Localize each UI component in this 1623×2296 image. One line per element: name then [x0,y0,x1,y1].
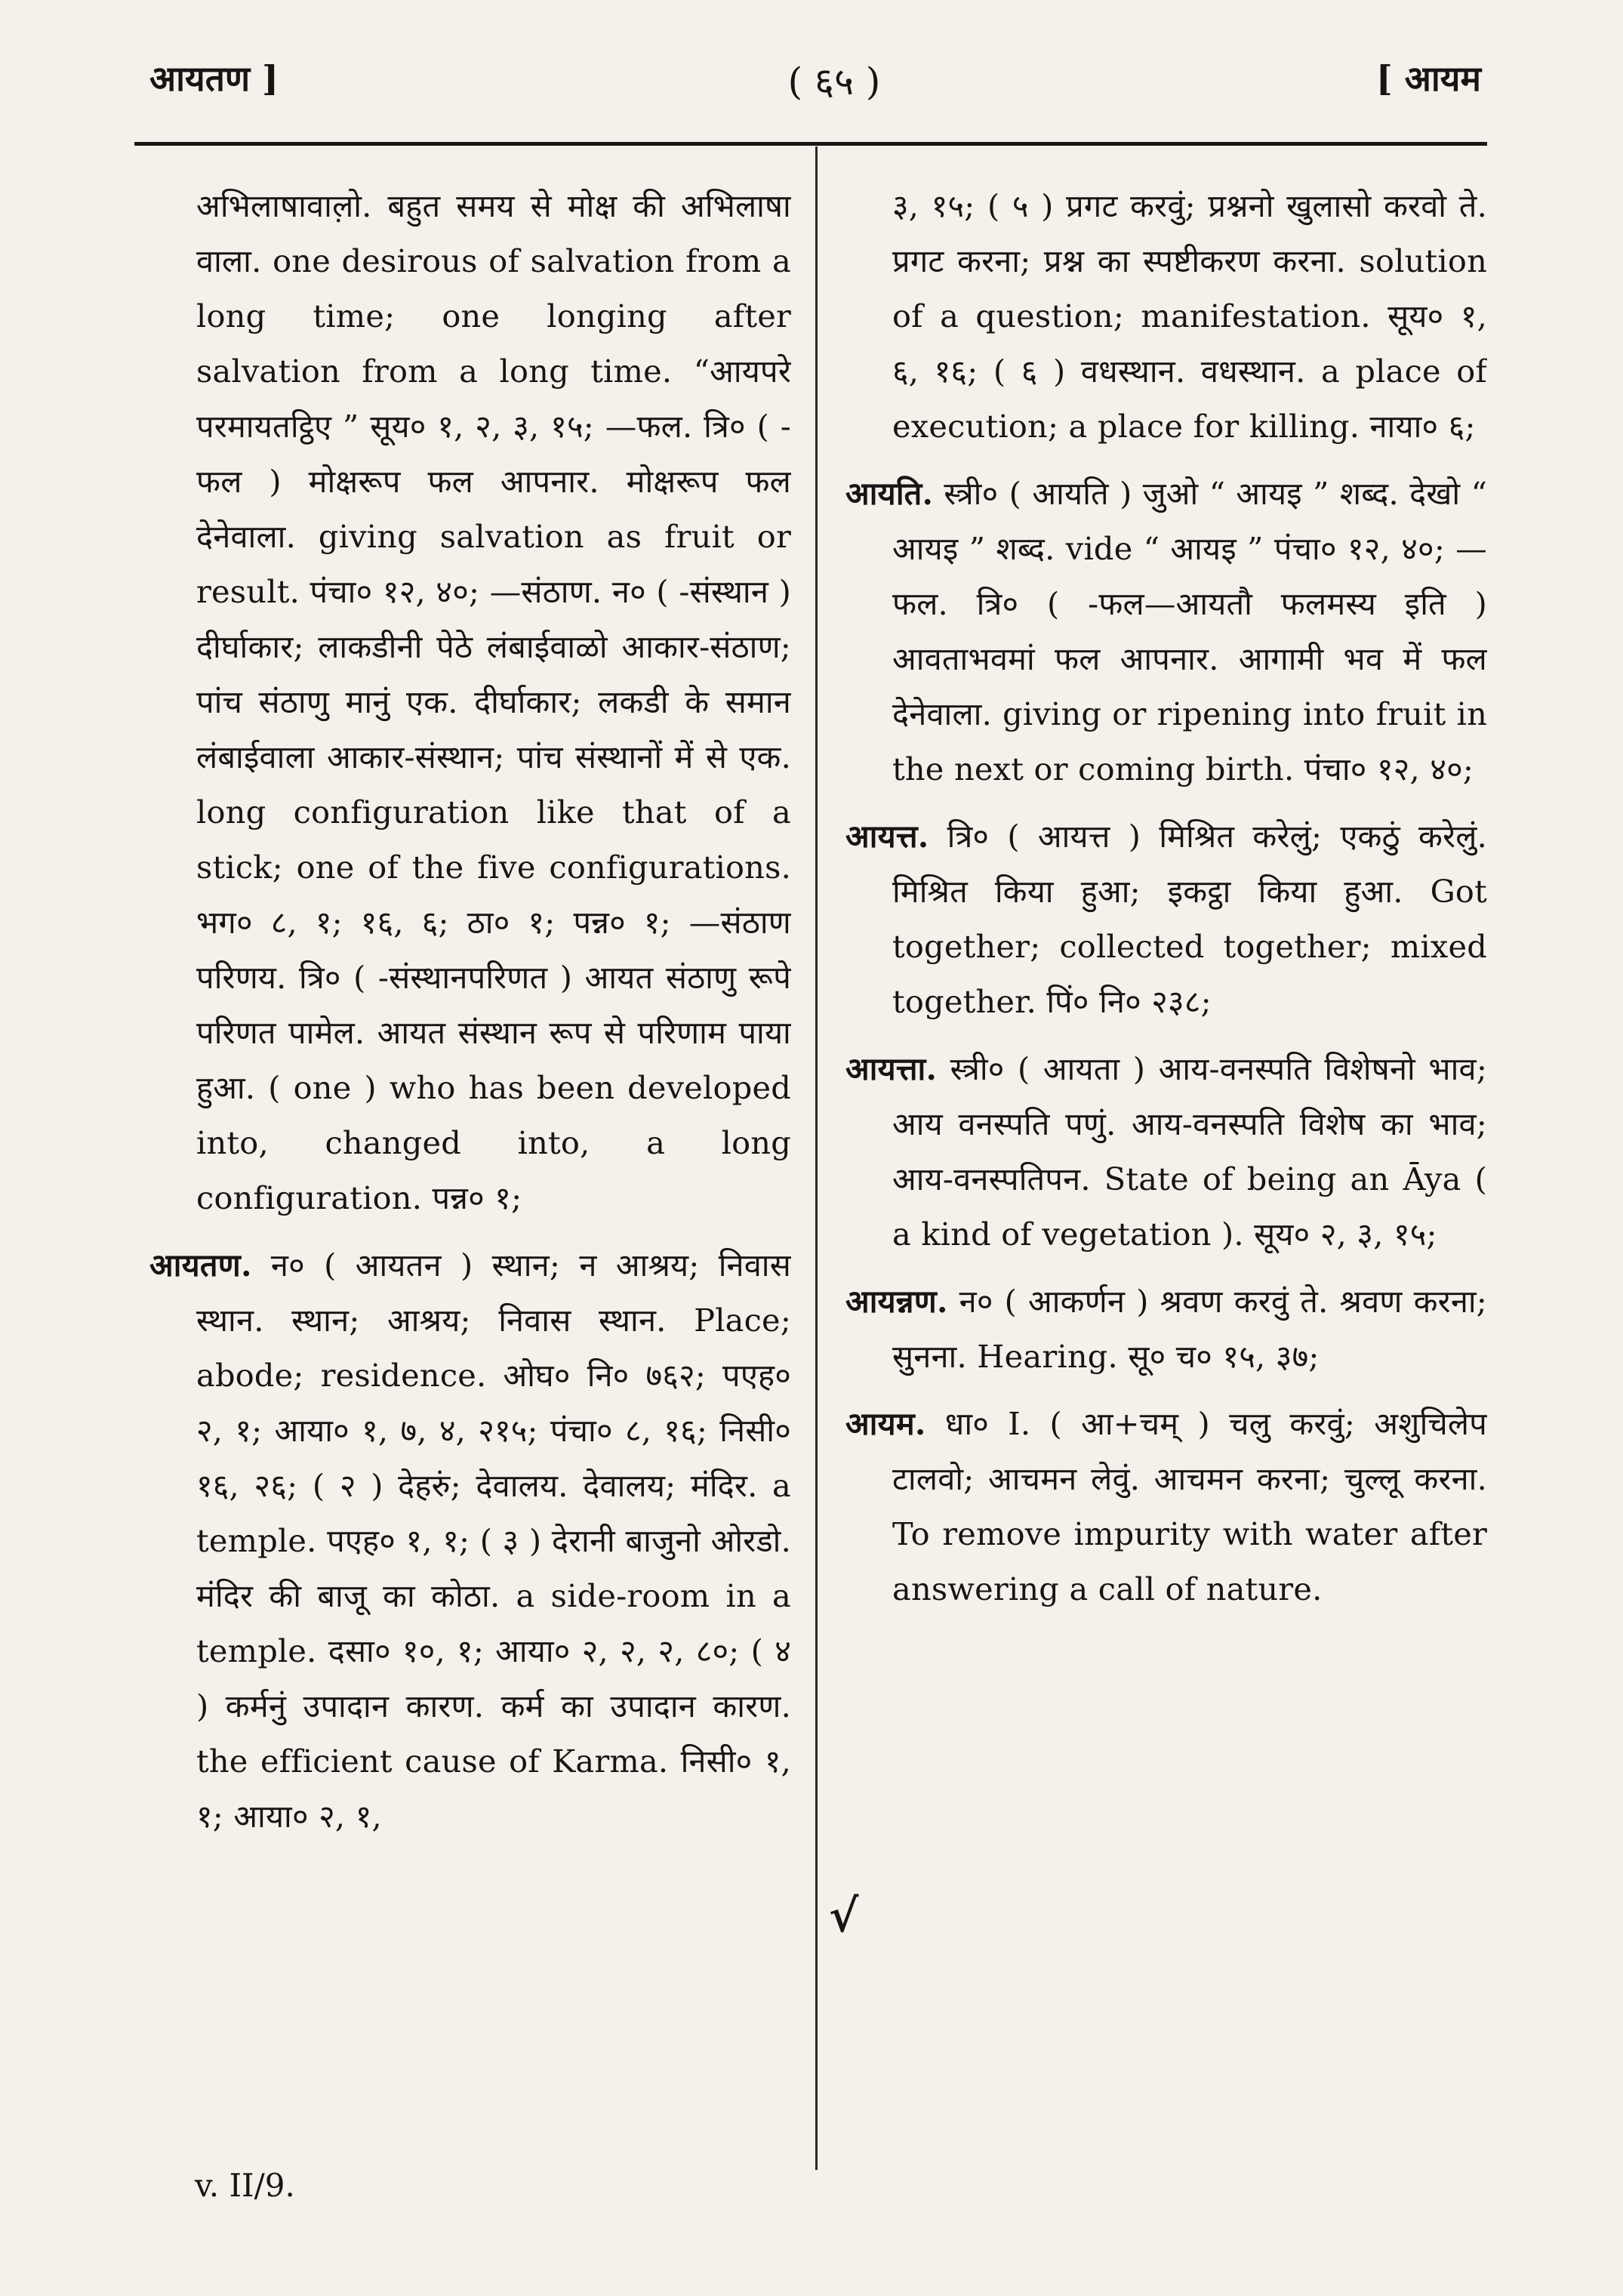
headword: आयन्नण. [845,1283,948,1320]
dictionary-entry [845,466,1487,797]
header-rule [134,142,1487,146]
headword: आयतण. [149,1247,252,1284]
dictionary-entry [845,1274,1487,1384]
dictionary-entry-continued [149,178,791,1225]
dictionary-entry [845,809,1487,1029]
headword: आयत्त. [845,818,929,855]
dictionary-entry [149,1237,791,1844]
running-head-right: [ आयम [1376,58,1481,99]
right-column [845,178,1487,2171]
running-head-left: आयतण ] [149,58,279,99]
page-number: ( ६५ ) [787,60,881,103]
volume-signature: v. II/9. [195,2167,295,2204]
dictionary-entry-continued [845,178,1487,454]
headword: आयम. [845,1405,926,1442]
entry-text: ३, १५; ( ५ ) प्रगट करवुं; प्रश्ननो खुलासो करवो ते. प्रगट करना; प्रश्न का स्पष्टीकरण करना. solution of a question; manifestation. सूय० १, ६, १६; ( ६ ) वधस्थान. वधस्थान. a place of execution; a place for killing. नाया० ६; [892,187,1487,445]
column-divider [815,146,818,2170]
entry-text: न० ( आकर्णन ) श्रवण करवुं ते. श्रवण करना; सुनना. Hearing. सू० च० १५, ३७; [892,1283,1487,1375]
entry-text: स्त्री० ( आयति ) जुओ “ आयइ ” शब्द. देखो “ आयइ ” शब्द. vide “ आयइ ” पंचा० १२, ४०; —फल. त्रि० ( -फल—आयतौ फलमस्य इति ) आवताभवमां फल आपनार. आगामी भव में फल देनेवाला. giving or ripening into fruit in the next or coming birth. पंचा० १२, ४०; [892,475,1487,787]
handwritten-check-mark: √ [829,1890,859,1943]
entry-text: स्त्री० ( आयता ) आय-वनस्पति विशेषनो भाव; आय वनस्पति पणुं. आय-वनस्पति विशेष का भाव; आय-वनस्पतिपन. State of being an Āya ( a kind of vegetation ). सूय० २, ३, १५; [892,1050,1487,1253]
entry-text: त्रि० ( आयत्त ) मिश्रित करेलुं; एकठुं करेलुं. मिश्रित किया हुआ; इकट्ठा किया हुआ. Got together; collected together; mixed together. पिं० नि० २३८; [892,818,1487,1020]
dictionary-entry [845,1396,1487,1616]
entry-text: अभिलाषावाल़ो. बहुत समय से मोक्ष की अभिलाषा वाला. one desirous of salvation from a long time; one longing after salvation from a long time. “आयपरे परमायतट्ठिए ” सूय० १, २, ३, १५; —फल. त्रि० ( -फल ) मोक्षरूप फल आपनार. मोक्षरूप फल देनेवाला. giving salvation as fruit or result. पंचा० १२, ४०; —संठाण. न० ( -संस्थान ) दीर्घाकार; लाकडीनी पेठे लंबाईवाळो आकार-संठाण; पांच संठाणु मानुं एक. दीर्घाकार; लकडी के समान लंबाईवाला आकार-संस्थान; पांच संस्थानों में से एक. long configuration like that of a stick; one of the five configurations. भग० ८, १; १६, ६; ठा० १; पन्न० १; —संठाण परिणय. त्रि० ( -संस्थानपरिणत ) आयत संठाणु रूपे परिणत पामेल. आयत संस्थान रूप से परिणाम पाया हुआ. ( one ) who has been developed into, changed into, a long configuration. पन्न० १; [196,187,791,1216]
left-column [149,178,791,2171]
dictionary-entry [845,1041,1487,1262]
entry-text: न० ( आयतन ) स्थान; न आश्रय; निवास स्थान. स्थान; आश्रय; निवास स्थान. Place; abode; residence. ओघ० नि० ७६२; पएह० २, १; आया० १, ७, ४, २१५; पंचा० ८, १६; निसी० १६, २६; ( २ ) देहरुं; देवालय. देवालय; मंदिर. a temple. पएह० १, १; ( ३ ) देरानी बाजुनो ओरडो. मंदिर की बाजू का कोठा. a side-room in a temple. दसा० १०, १; आया० २, २, २, ८०; ( ४ ) कर्मनुं उपादान कारण. कर्म का उपादान कारण. the efficient cause of Karma. निसी० १, १; आया० २, १, [196,1247,791,1835]
headword: आयति. [845,475,934,512]
entry-text: धा० I. ( आ+चम् ) चलु करवुं; अशुचिलेप टालवो; आचमन लेवुं. आचमन करना; चुल्लू करना. To remove impurity with water after answering a call of nature. [892,1405,1487,1607]
headword: आयत्ता. [845,1050,938,1087]
